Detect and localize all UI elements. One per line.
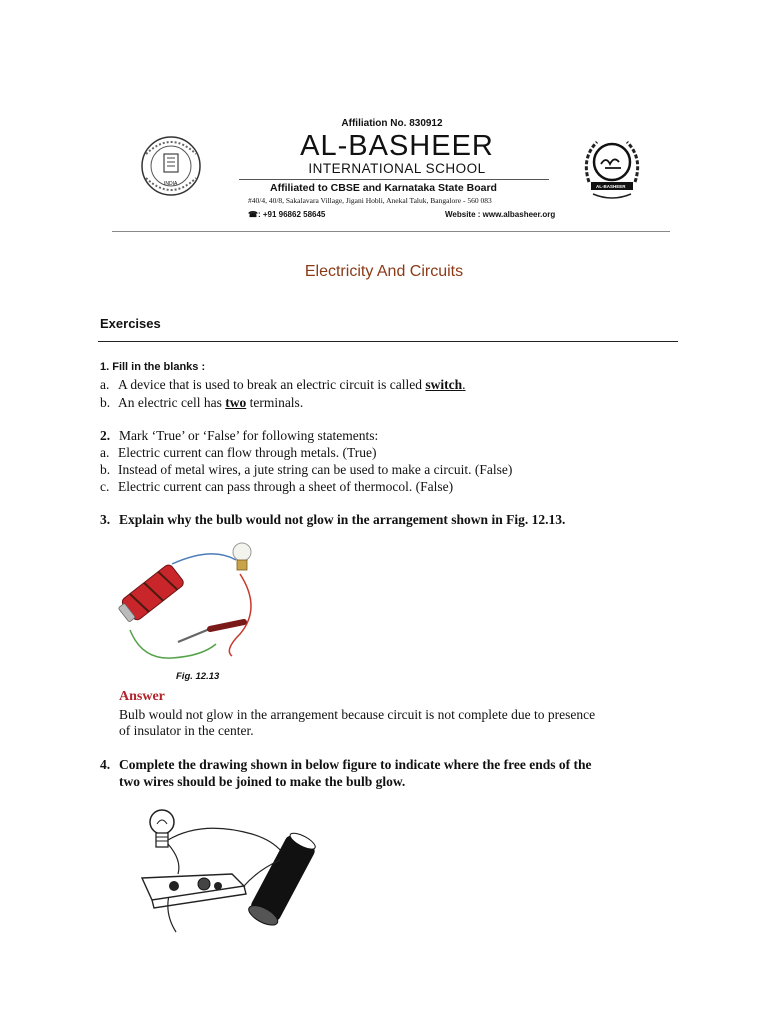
bulb-icon xyxy=(150,810,174,847)
wire-top xyxy=(168,828,282,852)
q2-item-c: c. Electric current can pass through a sheet of thermocol. (False) xyxy=(100,479,454,494)
q1-heading: 1. Fill in the blanks : xyxy=(100,361,206,373)
phone-icon: ☎ xyxy=(248,210,258,219)
screwdriver-icon xyxy=(178,622,244,642)
bulb-icon xyxy=(233,543,251,570)
answer-line-1: Bulb would not glow in the arrangement because circuit is not complete due to presence xyxy=(119,707,596,722)
answer-label: Answer xyxy=(119,689,165,704)
q1-answer-a: switch xyxy=(425,377,463,392)
school-address: #40/4, 40/8, Sakalavara Village, Jigani Hobli, Anekal Taluk, Bangalore - 560 083 xyxy=(248,196,492,205)
q3-question: 3. Explain why the bulb would not glow in the arrangement shown in Fig. 12.13. xyxy=(100,512,566,527)
affiliated-boards: Affiliated to CBSE and Karnataka State Board xyxy=(270,182,497,194)
header-divider xyxy=(239,179,549,180)
school-type: INTERNATIONAL SCHOOL xyxy=(308,161,486,176)
cell-battery-icon xyxy=(116,563,186,625)
q2-heading: 2. Mark ‘True’ or ‘False’ for following statements: xyxy=(100,428,379,443)
q2-item-a: a. Electric current can flow through metals. (True) xyxy=(100,445,377,460)
header-bottom-rule xyxy=(112,231,670,232)
q1-item-b: b. An electric cell has two terminals. xyxy=(100,395,304,410)
q4-circuit-drawing xyxy=(132,800,332,940)
q2-item-b: b. Instead of metal wires, a jute string can be used to make a circuit. (False) xyxy=(100,462,513,477)
section-rule xyxy=(98,341,678,342)
page-title: Electricity And Circuits xyxy=(304,263,464,280)
figure-caption: Fig. 12.13 xyxy=(176,671,220,682)
wire-bulb-to-board xyxy=(168,844,179,874)
answer-line-2: of insulator in the center. xyxy=(119,723,254,738)
wire-green xyxy=(130,630,216,658)
school-website: Website : www.albasheer.org xyxy=(445,210,556,219)
q1-answer-b: two xyxy=(225,395,247,410)
right-seal-text: AL-BASHEER xyxy=(596,184,626,189)
school-name: AL-BASHEER xyxy=(300,130,494,162)
q4-question-line-1: 4. Complete the drawing shown in below figure to indicate where the free ends of the xyxy=(100,757,592,772)
wire-blue xyxy=(172,554,236,564)
section-heading: Exercises xyxy=(100,316,161,331)
left-seal-text: INDIA xyxy=(164,181,178,187)
school-phone: ☎: +91 96862 58645 xyxy=(248,210,326,219)
affiliation-number: Affiliation No. 830912 xyxy=(341,118,443,129)
figure-12-13-circuit xyxy=(112,538,272,668)
q4-question-line-2: two wires should be joined to make the bulb glow. xyxy=(119,774,406,789)
q1-item-a: a. A device that is used to break an electric circuit is called switch. xyxy=(100,377,466,392)
cell-battery-icon xyxy=(246,829,319,929)
school-logo-icon xyxy=(579,134,645,204)
school-letterhead xyxy=(112,100,670,233)
switch-board-icon xyxy=(142,874,246,908)
cbse-seal-icon xyxy=(140,132,202,204)
wire-red xyxy=(229,574,251,656)
